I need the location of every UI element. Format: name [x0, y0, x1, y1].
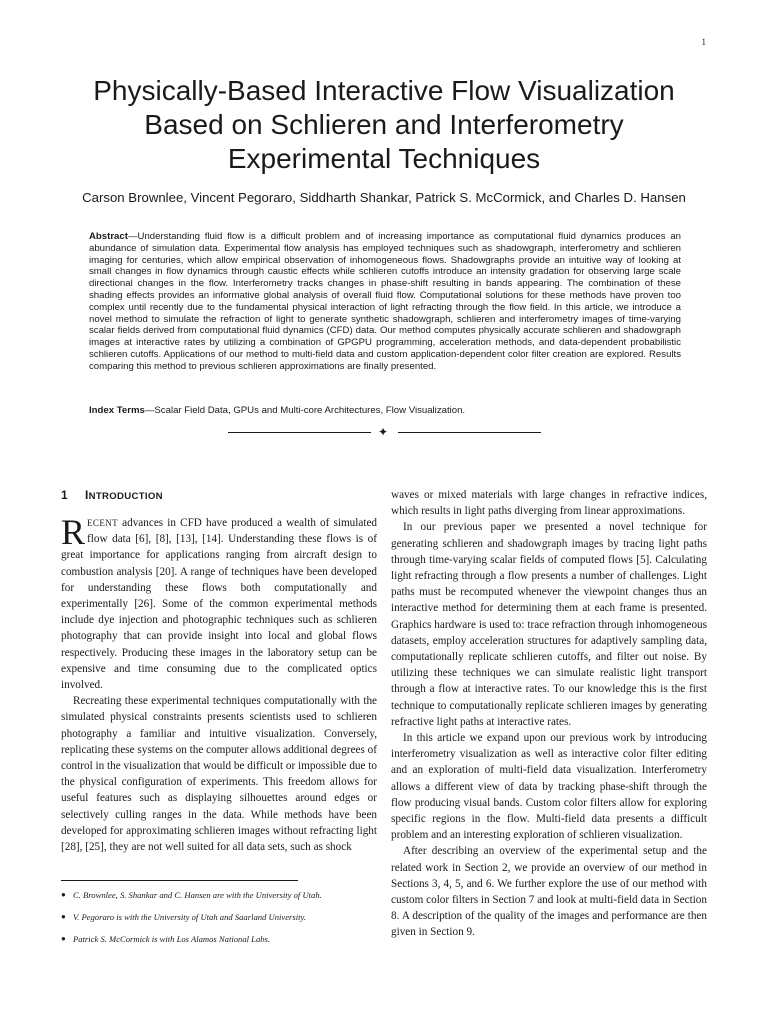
paper-title	[60, 74, 708, 176]
drop-cap: R	[61, 512, 86, 552]
intro-paragraph-2: Recreating these experimental techniques computationally with the simulated physical constraints presents scientists used to schlieren photography a familiar and intuitive visualization. Conversely, replicating these systems on the computer allows additional degrees of control in the visualization that would be difficult or impossible due to the physical configuration of experiments. This freedom allows for useful features such as displaying silhouettes around edges or selectively culling ranges in the data. While methods have been developed for approximating schlieren images without refracting light [28], [25], they are not well suited for all data sets, such as shock	[61, 695, 377, 854]
first-word-smallcaps: ECENT	[87, 518, 119, 528]
section-title-initial: I	[85, 488, 89, 502]
section-heading	[61, 487, 377, 505]
footnote-text: C. Brownlee, S. Shankar and C. Hansen are with the University of Utah.	[73, 890, 322, 900]
abstract-label: Abstract	[89, 231, 128, 242]
divider-diamond-icon: ✦	[378, 425, 389, 439]
right-paragraph-1: waves or mixed materials with large changes in refractive indices, which results in light paths diverging from linear approximations.	[391, 489, 707, 518]
section-number: 1	[61, 488, 68, 502]
abstract	[89, 231, 681, 373]
intro-paragraph-1	[61, 512, 377, 693]
footnote-item	[61, 933, 381, 945]
bullet-icon: ●	[61, 934, 66, 943]
right-paragraph-2: In our previous paper we presented a novel technique for generating schlieren and shadowgraph images by tracing light paths through time-varying scalar fields of computed flows [5]. Calculating light refracting through a flow presents a number of challenges. Light paths must be recomputed whenever the viewpoint changes thus an interactive method for determining them at each frame is presented. Graphics hardware is used to: trace refraction through inhomogeneous datasets, employ acceleration structures for adaptively sampling data, computationally replicate schlieren cutoffs, and filter out noise. By utilizing these techniques we can simulate realistic light transport through a flow at interactive rates. To our knowledge this is the first technique to computationally replicate schlieren images by generating refractive light paths at interactive rates.	[391, 521, 707, 728]
index-terms	[89, 405, 681, 417]
page-number: 1	[701, 37, 706, 47]
bullet-icon: ●	[61, 890, 66, 899]
title-line: Physically-Based Interactive Flow Visualization	[93, 75, 675, 106]
divider-rule-left	[228, 432, 371, 433]
intro-paragraph-1-text: advances in CFD have produced a wealth of simulated flow data [6], [8], [13], [14]. Understanding these flows is of great importance for applications ranging from aircraft design to combustion analysis [20]. A range of techniques have been developed for understanding these flows both computationally and experimentally [26]. Some of the common experimental methods include dye injection and photographic techniques such as schlieren photography that can provide insight into local and global flows respectively. Producing these images in the laboratory setup can be expensive and time consuming due to the complicated optics involved.	[61, 517, 377, 692]
bullet-icon: ●	[61, 912, 66, 921]
footnotes	[61, 889, 381, 955]
index-terms-label: Index Terms	[89, 405, 145, 416]
title-line: Experimental Techniques	[227, 143, 541, 174]
footnote-item	[61, 911, 381, 923]
divider-rule-right	[398, 432, 541, 433]
footnote-item	[61, 889, 381, 901]
title-line: Based on Schlieren and Interferometry	[144, 109, 624, 140]
abstract-text: —Understanding fluid flow is a difficult problem and of increasing importance as computational fluid dynamics produces an abundance of simulation data. Experimental flow analysis has employed techniques such as shadowgraph, interferometry and schlieren imaging for centuries, which allow empirical observation of inhomogeneous flows. Shadowgraphs provide an intuitive way of looking at small changes in flow dynamics through caustic effects while schlieren cutoffs introduce an intensity gradation for observing large scale directional changes in the flow. Interferometry tracks changes in phase-shift resulting in bands appearing. The combination of these shading effects provides an informative global analysis of overall fluid flow. Computational solutions for these methods have proven too complex until recently due to the fundamental physical interaction of light refracting through the flow field. In this article, we introduce a novel method to simulate the refraction of light to generate synthetic shadowgraph, schlieren and interferometry images of time-varying scalar fields derived from computational fluid dynamics (CFD) data. Our method computes physically accurate schlieren and shadowgraph images at interactive rates by utilizing a combination of GPGPU programming, acceleration methods, and data-dependent probabilistic schlieren cutoffs. Applications of our method to multi-field data and custom application-dependent color filter creation are explored. Results comparing this method to previous schlieren approximations are finally presented.	[89, 231, 681, 372]
right-paragraph-4: After describing an overview of the experimental setup and the related work in Section 2, we provide an overview of our method in Sections 3, 4, 5, and 6. We further explore the use of our method with custom color filters in Section 7 and look at multi-field data in Section 8. A description of the quality of the images and performance are then given in Section 9.	[391, 845, 707, 939]
author-list: Carson Brownlee, Vincent Pegoraro, Siddharth Shankar, Patrick S. McCormick, and Charles D. Hansen	[82, 190, 686, 205]
section-divider	[228, 424, 541, 440]
right-paragraph-3: In this article we expand upon our previous work by introducing interferometry visualization as well as interactive color filter editing and an exploration of multi-field data visualization. Interferometry allows a different view of data by tracking phase-shift through the flow producing visual bands. Custom color filters allow for exploring specific regions in the flow. Multi-field data presents a difficult problem and an interesting exploration of schlieren visualization.	[391, 732, 707, 842]
footnote-rule	[61, 880, 298, 881]
right-column	[391, 487, 707, 941]
left-column	[61, 487, 377, 855]
footnote-text: V. Pegoraro is with the University of Utah and Saarland University.	[73, 912, 306, 922]
index-terms-text: —Scalar Field Data, GPUs and Multi-core Architectures, Flow Visualization.	[144, 405, 466, 416]
section-title-rest: NTRODUCTION	[88, 491, 163, 502]
footnote-text: Patrick S. McCormick is with Los Alamos National Labs.	[73, 934, 271, 944]
